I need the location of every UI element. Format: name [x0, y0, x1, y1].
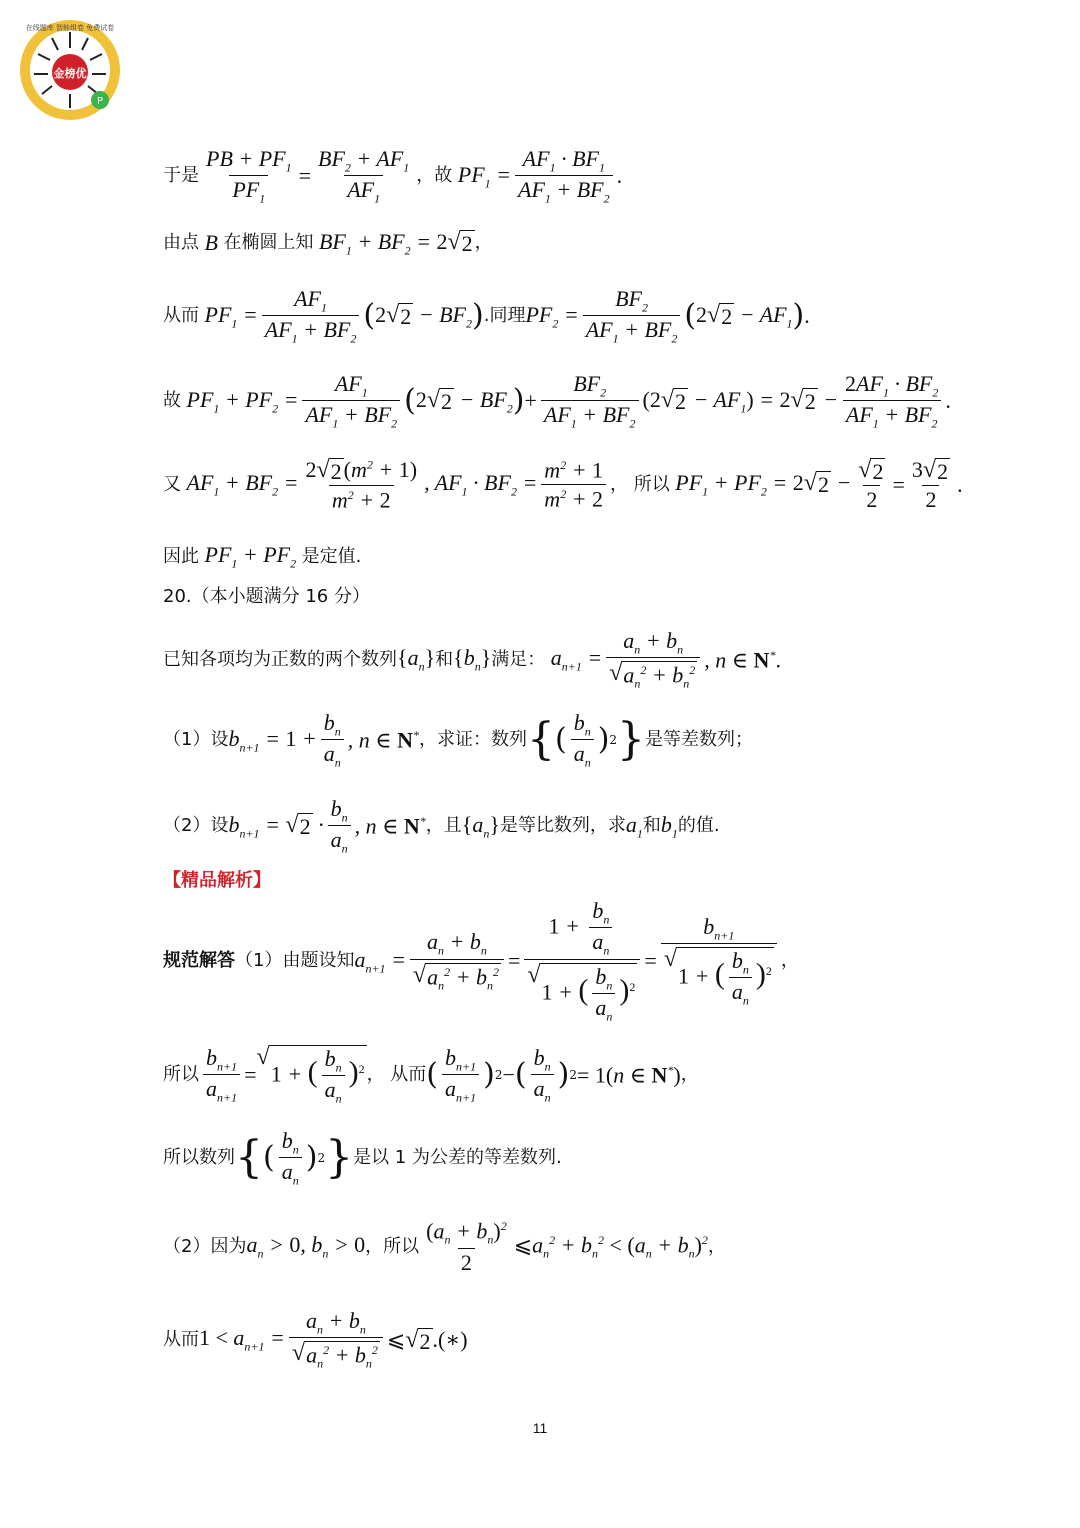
eq-line-10: （2）设 $b_{n+1}$ = √ 2 · $\frac{b_n}{a_n}$ , n ∈ N* ，且 $\{a_n\}$ 是等比数列，求 $a_1$ 和 $b_1$ 的值. — [163, 796, 720, 856]
svg-text:P: P — [96, 96, 104, 107]
logo-center-text: 金榜优 — [53, 67, 87, 80]
problem-20-heading: 20.（本小题满分 16 分） — [163, 586, 370, 607]
logo — [18, 18, 122, 122]
eq-line-9: （1）设 $b_{n+1} = 1$ + $\frac{b_n}{a_n}$ , n ∈ N* ，求证：数列 { ( $\frac{b_n}{a_n}$ ) 2 } 是等差数列； — [163, 710, 754, 770]
page-number: 11 — [532, 1420, 548, 1436]
eq-line-2: 由点 B 在椭圆上知 $BF_1 + BF_2 = 2$ √ 2 ， — [163, 229, 493, 258]
eq-line-1: 于是 $\frac{PB + PF_1}{PF_1}$ = $\frac{BF_2 + AF_1}{AF_1}$ ，故 $PF_1$ = $\frac{AF_1 \cdot BF_1}{AF_1 + BF_2}$ . — [163, 146, 623, 206]
eq-line-16: 从而 $1 < a_{n+1}$ = $a_n + b_n$ √ $a_n^2 + b_n^2$ ⩽ √ 2 .(∗) — [163, 1308, 468, 1372]
svg-text:在线题库 智能组卷 免费试卷: 在线题库 智能组卷 免费试卷 — [25, 24, 115, 32]
eq-line-12: 规范解答 （1）由题设知 $a_{n+1}$ = $a_n + b_n$ √ $a_n^2 + b_n^2$ = 1 + $\frac{b_n}{a_n}$ √ 1 + ( $\frac{b_n}{a_n}$ )$^2$ = $b_{n+1}$ √ 1 + ( $\frac{b_n}{a_n}$ )$^2$ ， — [163, 898, 799, 1024]
eq-line-4: 故 $PF_1 + PF_2$ = $\frac{AF_1}{AF_1 + BF_2}$ ( 2 √ 2 − $BF_2$ ) + $\frac{BF_2}{AF_1 + BF_2}$ (2 √ 2 − $AF_1) = 2$ √ 2 − $\frac{2AF_1 \cdot BF_2}{AF_1 + BF_2}$ . — [163, 371, 951, 431]
eq-line-8: 已知各项均为正数的两个数列 $\{a_n\}$ 和 $\{b_n\}$ 满足： $a_{n+1}$ = $a_n + b_n$ √ $a_n^2 + b_n^2$ , n ∈ N*. — [163, 628, 781, 692]
eq-line-14: 所以数列 { ( $\frac{b_n}{a_n}$ ) 2 } 是以 1 为公差的等差数列. — [163, 1128, 562, 1188]
analysis-heading: 【精品解析】 — [163, 870, 271, 891]
eq-line-13: 所以 $\frac{b_{n+1}}{a_{n+1}}$ = √ 1 + ( $\frac{b_n}{a_n}$ )$^2$ ， 从而 ( $\frac{b_{n+1}}{a_{n+1}}$ ) 2 − ( $\frac{b_n}{a_n}$ ) 2 = 1(n ∈ N*) ， — [163, 1044, 699, 1106]
eq-line-15: （2）因为 $a_n > 0$, $b_n > 0$ ，所以 $\frac{(a_n + b_n)^2}{2}$ $⩽a_n^2 + b_n^2 < (a_n + b_n)^2$ ， — [163, 1218, 726, 1275]
eq-line-3: 从而 $PF_1$ = $\frac{AF_1}{AF_1 + BF_2}$ ( 2 √ 2 − $BF_2$ ) .同理 $PF_2$ = $\frac{BF_2}{AF_1 + BF_2}$ ( 2 √ 2 − $AF_1$ ) . — [163, 286, 810, 346]
eq-line-5: 又 $AF_1 + BF_2$ = 2 √ 2 $(m^2 + 1)$ $m^2 + 2$ , $AF_1 \cdot BF_2$ = $\frac{m^2 + 1}{m^2 + 2}$ ， 所以 $PF_1 + PF_2 = 2$ √ 2 − √ 2 2 = 3 √ 2 2 . — [163, 457, 963, 513]
eq-line-6: 因此 $PF_1 + PF_2$ 是定值. — [163, 542, 362, 571]
